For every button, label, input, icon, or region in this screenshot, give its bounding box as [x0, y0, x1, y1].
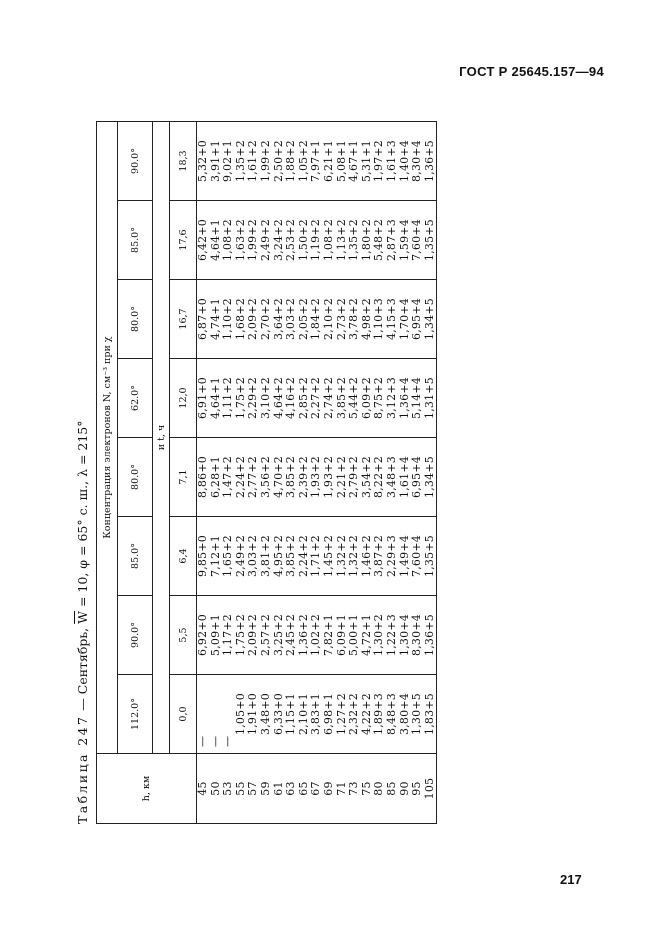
- concentration-value: 6,98+1: [321, 693, 335, 735]
- table-number: Таблица 247: [75, 714, 90, 824]
- concentration-value: 2,74+2: [321, 377, 335, 419]
- concentration-value: 2,10+1: [296, 693, 310, 735]
- zenith-angle-header: 80.0°: [118, 438, 153, 517]
- zenith-angle-header: 112.0°: [118, 675, 153, 754]
- concentration-value: 3,56+2: [258, 456, 272, 498]
- concentration-value: 4,72+1: [359, 614, 373, 656]
- concentration-value: 3,64+2: [271, 298, 285, 340]
- concentration-value: 1,35+5: [422, 219, 436, 261]
- concentration-value: 1,35+2: [347, 219, 361, 261]
- concentration-value: 1,40+4: [397, 140, 411, 182]
- concentration-value: 6,87+0: [196, 298, 209, 340]
- local-time-header: 17,6: [170, 201, 197, 280]
- concentration-value: 2,05+2: [296, 298, 310, 340]
- height-value: 105: [422, 777, 436, 800]
- concentration-value: 3,48+0: [258, 693, 272, 735]
- local-time-header: 18,3: [170, 121, 197, 200]
- height-value: 71: [334, 781, 348, 796]
- concentration-value: 1,93+2: [309, 456, 323, 498]
- concentration-value: 5,08+1: [334, 140, 348, 182]
- concentration-value: 3,12+3: [384, 377, 398, 419]
- height-value: 55: [233, 781, 247, 796]
- concentration-value: 4,64+1: [208, 219, 222, 261]
- height-value: 61: [271, 781, 285, 796]
- height-value: 57: [246, 781, 260, 796]
- concentration-value: 2,27+2: [309, 377, 323, 419]
- concentration-value: 2,49+2: [233, 535, 247, 577]
- height-value: 63: [284, 781, 298, 796]
- concentration-value: 8,86+0: [196, 456, 209, 498]
- concentration-value: 5,32+0: [196, 140, 209, 182]
- concentration-value: 1,46+2: [359, 535, 373, 577]
- concentration-column: [197, 280, 437, 359]
- table-caption: [72, 114, 94, 824]
- concentration-value: 2,57+2: [258, 614, 272, 656]
- concentration-value: 7,60+4: [410, 219, 424, 261]
- height-value: 85: [384, 781, 398, 796]
- concentration-value: 4,70+2: [271, 456, 285, 498]
- concentration-value: 2,29+2: [246, 377, 260, 419]
- concentration-value: 2,49+2: [258, 219, 272, 261]
- caption-w-symbol: $\overline{W}$: [75, 611, 90, 624]
- concentration-value: 9,02+1: [221, 140, 235, 182]
- concentration-value: 3,03+2: [246, 535, 260, 577]
- concentration-value: 2,39+2: [296, 456, 310, 498]
- concentration-value: 1,35+5: [422, 535, 436, 577]
- concentration-value: 1,30+4: [397, 614, 411, 656]
- concentration-value: 6,28+1: [208, 456, 222, 498]
- zenith-angle-header: 62.0°: [118, 359, 153, 438]
- concentration-value: 1,61+4: [397, 456, 411, 498]
- concentration-value: 1,99+2: [258, 140, 272, 182]
- concentration-value: 1,63+2: [233, 219, 247, 261]
- caption-params: = 10, φ = 65° с. ш., λ = 215°: [75, 420, 90, 611]
- concentration-value: 6,21+1: [321, 140, 335, 182]
- concentration-value: 1,32+2: [334, 535, 348, 577]
- height-value: 67: [309, 781, 323, 796]
- local-time-header: 5,5: [170, 596, 197, 675]
- concentration-value: 1,36+5: [422, 614, 436, 656]
- concentration-value: 1,68+2: [233, 298, 247, 340]
- concentration-value: 8,48+3: [384, 693, 398, 735]
- concentration-value: 8,75+2: [372, 377, 386, 419]
- concentration-value: 8,30+4: [410, 614, 424, 656]
- local-time-header: 12,0: [170, 359, 197, 438]
- zenith-angle-header: 80.0°: [118, 280, 153, 359]
- concentration-value: 1,30+2: [372, 614, 386, 656]
- concentration-value: 2,79+2: [347, 456, 361, 498]
- concentration-value: 1,61+2: [246, 140, 260, 182]
- zenith-angle-header: 85.0°: [118, 517, 153, 596]
- caption-month: — Сентябрь,: [75, 623, 90, 715]
- concentration-value: 1,08+2: [221, 219, 235, 261]
- height-value: 65: [296, 781, 310, 796]
- concentration-value: 3,80+4: [397, 693, 411, 735]
- height-value: 80: [372, 781, 386, 796]
- concentration-value: 1,61+3: [384, 140, 398, 182]
- time-header: и t, ч: [153, 121, 170, 753]
- concentration-value: 1,22+3: [384, 614, 398, 656]
- concentration-value: 2,70+2: [258, 298, 272, 340]
- concentration-value: 1,08+2: [321, 219, 335, 261]
- concentration-value: 1,91+0: [246, 693, 260, 735]
- concentration-value: 2,24+2: [296, 535, 310, 577]
- concentration-value: 1,13+2: [334, 219, 348, 261]
- concentration-column: [197, 121, 437, 200]
- concentration-value: 7,82+1: [321, 614, 335, 656]
- concentration-value: 1,97+2: [372, 140, 386, 182]
- concentration-value: 2,85+2: [296, 377, 310, 419]
- concentration-value: —: [208, 735, 222, 747]
- concentration-value: 5,31+1: [359, 140, 373, 182]
- height-value: 95: [410, 781, 424, 796]
- rotated-table-block: [72, 114, 592, 824]
- concentration-value: 2,29+3: [384, 535, 398, 577]
- concentration-value: 6,92+0: [196, 614, 209, 656]
- concentration-value: 5,00+1: [347, 614, 361, 656]
- concentration-value: 1,36+5: [422, 140, 436, 182]
- concentration-value: 1,05+2: [296, 140, 310, 182]
- concentration-value: 1,99+2: [246, 219, 260, 261]
- local-time-header: 7,1: [170, 438, 197, 517]
- concentration-value: 1,71+2: [309, 535, 323, 577]
- concentration-value: 1,32+2: [347, 535, 361, 577]
- concentration-value: 1,02+2: [309, 614, 323, 656]
- concentration-value: 3,83+1: [309, 693, 323, 735]
- concentration-value: 1,49+4: [397, 535, 411, 577]
- concentration-value: 1,34+5: [422, 456, 436, 498]
- concentration-value: 1,80+2: [359, 219, 373, 261]
- zenith-angle-header: 90.0°: [118, 121, 153, 200]
- concentration-value: 6,33+0: [271, 693, 285, 735]
- concentration-value: 1,15+1: [284, 693, 298, 735]
- concentration-value: 3,78+2: [347, 298, 361, 340]
- concentration-value: 6,09+1: [334, 614, 348, 656]
- zenith-angle-header: 85.0°: [118, 201, 153, 280]
- time-row: [170, 121, 197, 823]
- concentration-value: 3,81+2: [258, 535, 272, 577]
- concentration-value: 1,50+2: [296, 219, 310, 261]
- concentration-value: 3,85+2: [284, 535, 298, 577]
- electron-concentration-table: [96, 121, 437, 824]
- concentration-column: [197, 359, 437, 438]
- concentration-value: 1,65+2: [221, 535, 235, 577]
- concentration-value: 6,09+2: [359, 377, 373, 419]
- concentration-value: 2,87+3: [384, 219, 398, 261]
- page-number: 217: [560, 872, 582, 887]
- concentration-value: 1,36+2: [296, 614, 310, 656]
- concentration-value: 5,14+4: [410, 377, 424, 419]
- concentration-value: 1,75+2: [233, 614, 247, 656]
- concentration-value: 1,36+4: [397, 377, 411, 419]
- local-time-header: 6,4: [170, 517, 197, 596]
- concentration-value: 4,98+2: [359, 298, 373, 340]
- concentration-value: 3,54+2: [359, 456, 373, 498]
- local-time-header: 0,0: [170, 675, 197, 754]
- concentration-value: 7,60+4: [410, 535, 424, 577]
- concentration-value: 4,64+2: [271, 377, 285, 419]
- concentration-value: 3,85+2: [334, 377, 348, 419]
- concentration-column: [197, 596, 437, 675]
- concentration-column: [197, 675, 437, 754]
- concentration-value: 4,74+1: [208, 298, 222, 340]
- concentration-value: 5,44+2: [347, 377, 361, 419]
- concentration-value: 3,25+2: [271, 614, 285, 656]
- concentration-value: 1,11+2: [221, 377, 235, 419]
- concentration-value: 1,35+2: [233, 140, 247, 182]
- concentration-value: 2,10+2: [321, 298, 335, 340]
- concentration-value: 3,03+2: [284, 298, 298, 340]
- concentration-value: 1,59+4: [397, 219, 411, 261]
- height-value: 73: [347, 781, 361, 796]
- concentration-value: 1,70+4: [397, 298, 411, 340]
- height-header: h, км: [97, 754, 197, 824]
- zenith-angle-header: 90.0°: [118, 596, 153, 675]
- concentration-column: [197, 438, 437, 517]
- concentration-value: 8,30+4: [410, 140, 424, 182]
- concentration-value: 1,83+5: [422, 693, 436, 735]
- angle-row: [118, 121, 153, 823]
- concentration-value: 1,17+2: [221, 614, 235, 656]
- height-value: 90: [397, 781, 411, 796]
- concentration-value: 1,19+2: [309, 219, 323, 261]
- height-value: 50: [208, 781, 222, 796]
- concentration-value: 2,24+2: [233, 456, 247, 498]
- height-value: 45: [196, 781, 209, 796]
- concentration-value: 4,16+2: [284, 377, 298, 419]
- concentration-value: 1,93+2: [321, 456, 335, 498]
- concentration-value: —: [221, 735, 235, 747]
- height-column: [197, 754, 437, 824]
- height-value: 53: [221, 781, 235, 796]
- concentration-value: 5,09+1: [208, 614, 222, 656]
- concentration-header: Концентрация электронов N, см⁻³ при χ: [97, 121, 118, 753]
- concentration-column: [197, 517, 437, 596]
- concentration-value: 2,53+2: [284, 219, 298, 261]
- concentration-value: 1,45+2: [321, 535, 335, 577]
- concentration-value: 1,30+5: [410, 693, 424, 735]
- concentration-value: 2,32+2: [347, 693, 361, 735]
- concentration-value: 4,95+2: [271, 535, 285, 577]
- concentration-value: 2,21+2: [334, 456, 348, 498]
- concentration-value: 1,10+2: [221, 298, 235, 340]
- concentration-value: —: [196, 735, 209, 747]
- concentration-value: 5,48+2: [372, 219, 386, 261]
- concentration-value: 2,09+2: [246, 614, 260, 656]
- concentration-value: 2,77+2: [246, 456, 260, 498]
- concentration-value: 3,10+2: [258, 377, 272, 419]
- concentration-value: 4,15+3: [384, 298, 398, 340]
- concentration-value: 3,85+2: [284, 456, 298, 498]
- concentration-value: 1,05+0: [233, 693, 247, 735]
- concentration-value: 3,24+2: [271, 219, 285, 261]
- concentration-value: 1,88+2: [284, 140, 298, 182]
- concentration-value: 7,12+1: [208, 535, 222, 577]
- table-body-row: [197, 121, 437, 823]
- concentration-value: 2,73+2: [334, 298, 348, 340]
- concentration-value: 1,34+5: [422, 298, 436, 340]
- concentration-value: 9,85+0: [196, 535, 209, 577]
- concentration-value: 1,10+3: [372, 298, 386, 340]
- concentration-value: 4,67+1: [347, 140, 361, 182]
- concentration-value: 3,87+2: [372, 535, 386, 577]
- local-time-header: 16,7: [170, 280, 197, 359]
- document-code: ГОСТ Р 25645.157—94: [459, 64, 604, 79]
- concentration-value: 6,42+0: [196, 219, 209, 261]
- concentration-value: 1,47+2: [221, 456, 235, 498]
- concentration-value: 1,27+2: [334, 693, 348, 735]
- concentration-value: 6,95+4: [410, 456, 424, 498]
- concentration-value: 2,45+2: [284, 614, 298, 656]
- concentration-value: 1,89+3: [372, 693, 386, 735]
- concentration-value: 4,64+1: [208, 377, 222, 419]
- concentration-value: 6,91+0: [196, 377, 209, 419]
- concentration-value: 2,50+2: [271, 140, 285, 182]
- concentration-value: 3,91+1: [208, 140, 222, 182]
- concentration-value: 6,95+4: [410, 298, 424, 340]
- concentration-value: 2,09+2: [246, 298, 260, 340]
- concentration-value: 1,31+5: [422, 377, 436, 419]
- height-value: 75: [359, 781, 373, 796]
- concentration-value: 1,84+2: [309, 298, 323, 340]
- concentration-value: 1,75+2: [233, 377, 247, 419]
- height-value: 69: [321, 781, 335, 796]
- concentration-column: [197, 201, 437, 280]
- height-value: 59: [258, 781, 272, 796]
- concentration-value: 4,22+2: [359, 693, 373, 735]
- concentration-value: 3,48+3: [384, 456, 398, 498]
- concentration-value: 7,97+1: [309, 140, 323, 182]
- concentration-value: 8,22+2: [372, 456, 386, 498]
